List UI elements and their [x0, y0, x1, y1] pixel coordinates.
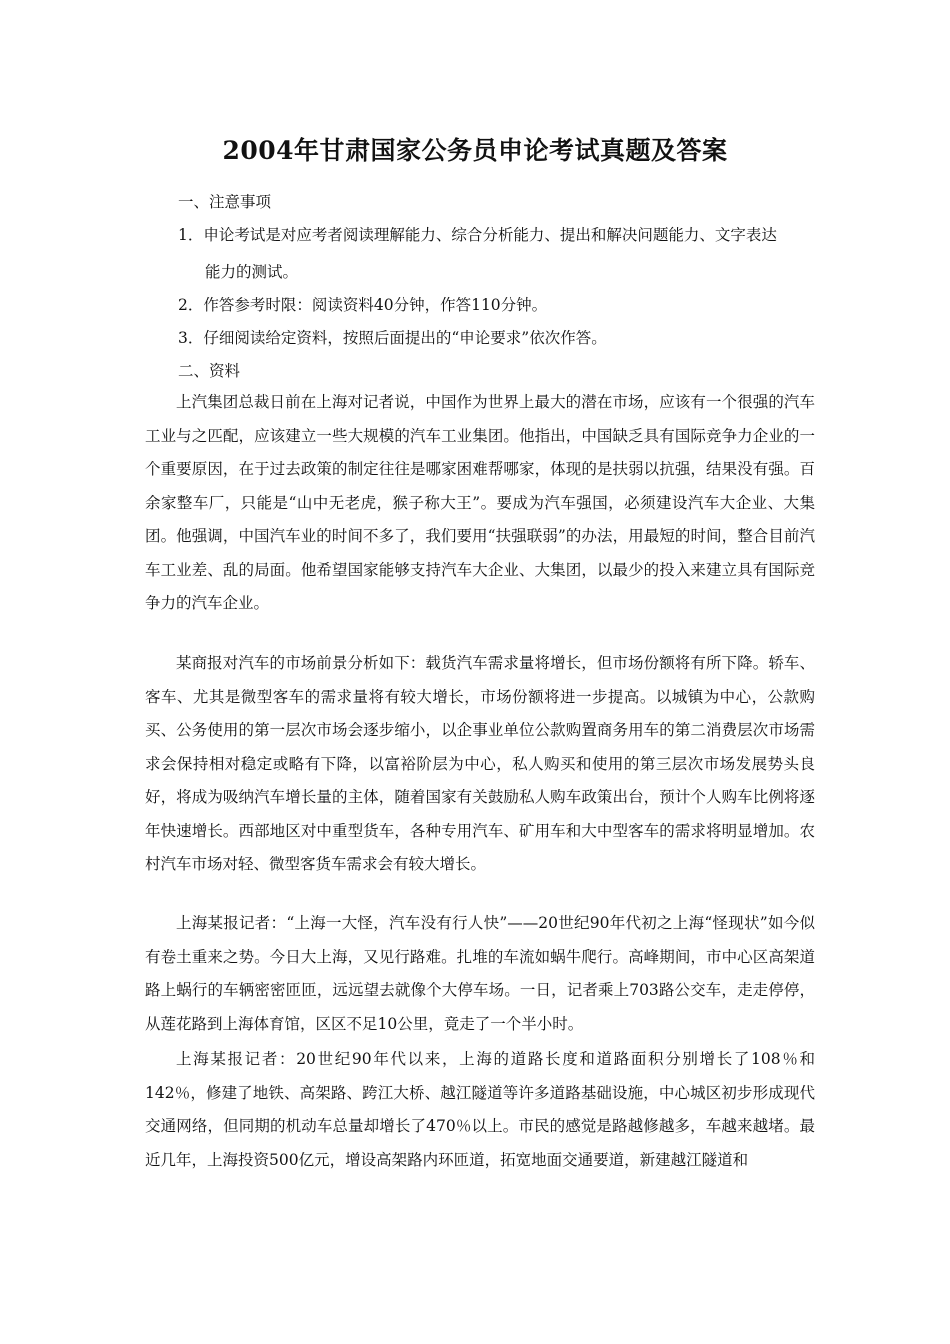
document-title: 2004年甘肃国家公务员申论考试真题及答案	[222, 136, 728, 165]
note-3: 3．仔细阅读给定资料，按照后面提出的“申论要求”依次作答。	[178, 329, 607, 347]
material-paragraph-1: 上汽集团总裁日前在上海对记者说，中国作为世界上最大的潜在市场，应该有一个很强的汽车工业与之匹配，应该建立一些大规模的汽车工业集团。他指出，中国缺乏具有国际竞争力企业的一个重要原因，在于过去政策的制定往往是哪家困难帮哪家，体现的是扶弱以抗强，结果没有强。百余家整车厂，只能是“山中无老虎，猴子称大王”。要成为汽车强国，必须建设汽车大企业、大集团。他强调，中国汽车业的时间不多了，我们要用“扶强联弱”的办法，用最短的时间，整合目前汽车工业差、乱的局面。他希望国家能够支持汽车大企业、大集团，以最少的投入来建立具有国际竞争力的汽车企业。	[145, 393, 815, 612]
notes-heading: 一、注意事项	[178, 193, 272, 211]
note-2: 2．作答参考时限：阅读资料40分钟，作答110分钟。	[178, 296, 548, 314]
note-1-line-2: 能力的测试。	[205, 263, 299, 281]
material-paragraph-4: 上海某报记者：20世纪90年代以来，上海的道路长度和道路面积分别增长了108％和142％，修建了地铁、高架路、跨江大桥、越江隧道等许多道路基础设施，中心城区初步形成现代交通网络，但同期的机动车总量却增长了470％以上。市民的感觉是路越修越多，车越来越堵。最近几年，上海投资500亿元，增设高架路内环匝道，拓宽地面交通要道，新建越江隧道和	[145, 1050, 815, 1169]
material-paragraph-2: 某商报对汽车的市场前景分析如下：载货汽车需求量将增长，但市场份额将有所下降。轿车、客车、尤其是微型客车的需求量将有较大增长，市场份额将进一步提高。以城镇为中心，公款购买、公务使用的第一层次市场会逐步缩小，以企事业单位公款购置商务用车的第二消费层次市场需求会保持相对稳定或略有下降，以富裕阶层为中心，私人购买和使用的第三层次市场发展势头良好，将成为吸纳汽车增长量的主体，随着国家有关鼓励私人购车政策出台，预计个人购车比例将逐年快速增长。西部地区对中重型货车，各种专用汽车、矿用车和大中型客车的需求将明显增加。农村汽车市场对轻、微型客货车需求会有较大增长。	[145, 654, 815, 873]
material-paragraph-3: 上海某报记者：“上海一大怪，汽车没有行人快”——20世纪90年代初之上海“怪现状”如今似有卷土重来之势。今日大上海，又见行路难。扎堆的车流如蜗牛爬行。高峰期间，市中心区高架道路上蜗行的车辆密密匝匝，远远望去就像个大停车场。一日，记者乘上703路公交车，走走停停，从莲花路到上海体育馆，区区不足10公里，竟走了一个半小时。	[145, 914, 815, 1033]
note-1-line-1: 1．申论考试是对应考者阅读理解能力、综合分析能力、提出和解决问题能力、文字表达	[178, 226, 777, 244]
materials-heading: 二、资料	[178, 362, 241, 380]
